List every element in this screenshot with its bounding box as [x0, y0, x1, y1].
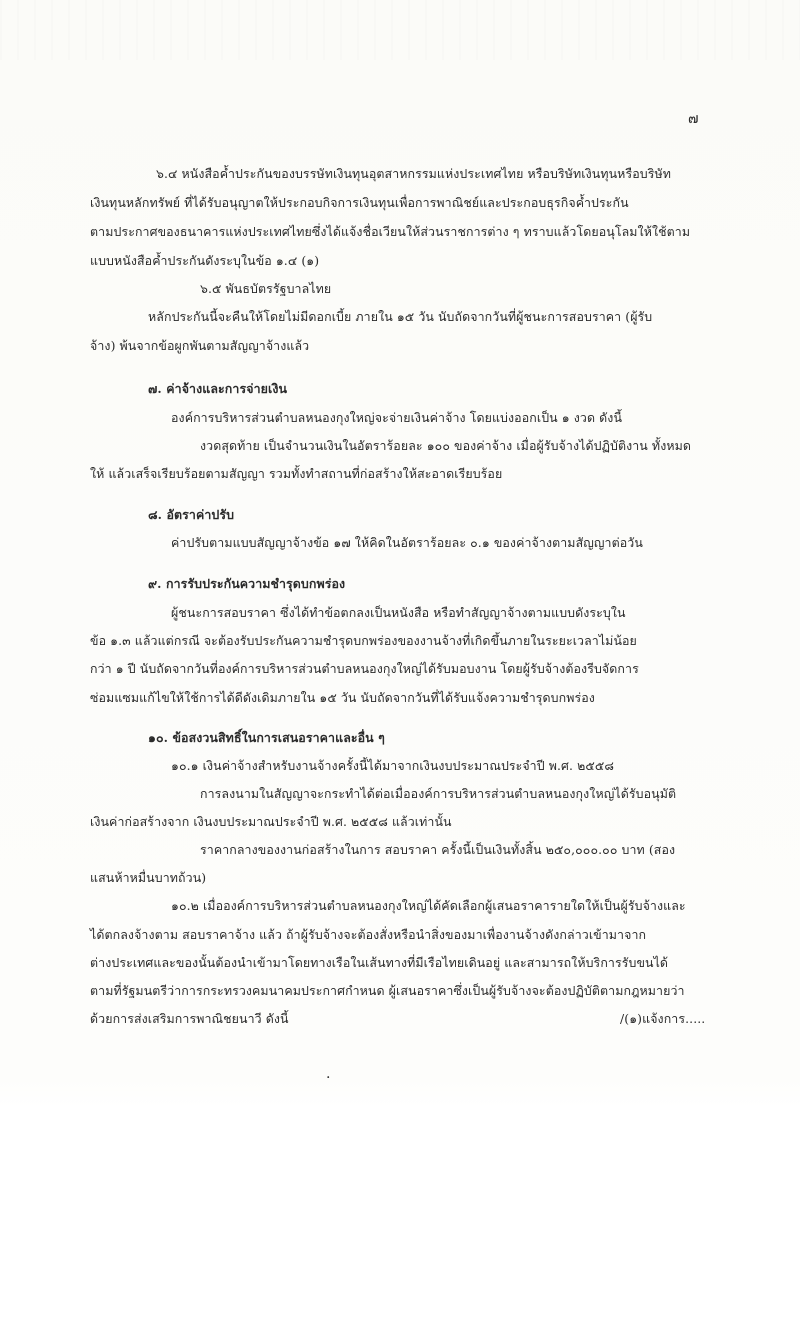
text-line: ซ่อมแซมแก้ไขให้ใช้การได้ดีดังเดิมภายใน ๑๕ วัน นับถัดจากวันที่ได้รับแจ้งความชำรุดบกพร่อง — [90, 690, 595, 705]
text-line: หลักประกันนี้จะคืนให้โดยไม่มีดอกเบี้ย ภายใน ๑๕ วัน นับถัดจากวันที่ผู้ชนะการสอบราคา (ผู้รับ — [148, 309, 653, 324]
text-line: ตามที่รัฐมนตรีว่าการกระทรวงคมนาคมประกาศกำหนด ผู้เสนอราคาซึ่งเป็นผู้รับจ้างจะต้องปฏิบัติตามกฎหมายว่า — [90, 983, 685, 998]
section-heading: ๘. อัตราค่าปรับ — [148, 507, 235, 522]
text-line: ตามประกาศของธนาคารแห่งประเทศไทยซึ่งได้แจ้งชื่อเวียนให้ส่วนราชการต่าง ๆ ทราบแล้วโดยอนุโลมให้ใช้ตาม — [90, 224, 691, 239]
text-line: ข้อ ๑.๓ แล้วแต่กรณี จะต้องรับประกันความชำรุดบกพร่องของงานจ้างที่เกิดขึ้นภายในระยะเวลาไม่น้อย — [90, 633, 637, 648]
text-line: การลงนามในสัญญาจะกระทำได้ต่อเมื่อองค์การบริหารส่วนตำบลหนองกุงใหญ่ได้รับอนุมัติ — [200, 786, 677, 801]
section-heading: ๗. ค่าจ้างและการจ่ายเงิน — [148, 381, 288, 396]
continuation-note: /(๑)แจ้งการ..... — [620, 1011, 706, 1026]
text-line: ๖.๔ หนังสือค้ำประกันของบรรษัทเงินทุนอุตสาหกรรมแห่งประเทศไทย หรือบริษัทเงินทุนหรือบริษัท — [156, 166, 672, 181]
page-number: ๗ — [688, 111, 699, 127]
text-line: เงินค่าก่อสร้างจาก เงินงบประมาณประจำปี พ.ศ. ๒๕๕๘ แล้วเท่านั้น — [90, 814, 452, 829]
text-line: องค์การบริหารส่วนตำบลหนองกุงใหญ่จะจ่ายเงินค่าจ้าง โดยแบ่งออกเป็น ๑ งวด ดังนี้ — [171, 410, 623, 425]
text-line: ราคากลางของงานก่อสร้างในการ สอบราคา ครั้งนี้เป็นเงินทั้งสิ้น ๒๕๐,๐๐๐.๐๐ บาท (สอง — [200, 842, 676, 857]
text-line: ให้ แล้วเสร็จเรียบร้อยตามสัญญา รวมทั้งทำสถานที่ก่อสร้างให้สะอาดเรียบร้อย — [90, 466, 503, 481]
text-line: งวดสุดท้าย เป็นจำนวนเงินในอัตราร้อยละ ๑๐๐ ของค่าจ้าง เมื่อผู้รับจ้างได้ปฏิบัติงาน ทั้งหมด — [200, 438, 692, 453]
text-line: เงินทุนหลักทรัพย์ ที่ได้รับอนุญาตให้ประกอบกิจการเงินทุนเพื่อการพาณิชย์และประกอบธุรกิจค้ำประกัน — [90, 195, 629, 210]
text-line: แสนห้าหมื่นบาทถ้วน) — [90, 870, 207, 885]
text-line: ๑๐.๑ เงินค่าจ้างสำหรับงานจ้างครั้งนี้ได้มาจากเงินงบประมาณประจำปี พ.ศ. ๒๕๕๘ — [171, 758, 614, 773]
text-line: ได้ตกลงจ้างตาม สอบราคาจ้าง แล้ว ถ้าผู้รับจ้างจะต้องสั่งหรือนำสิ่งของมาเพื่องานจ้างดังกล่าวเข้ามาจาก — [90, 927, 647, 942]
text-line: จ้าง) พ้นจากข้อผูกพันตามสัญญาจ้างแล้ว — [90, 338, 310, 353]
text-line: ผู้ชนะการสอบราคา ซึ่งได้ทำข้อตกลงเป็นหนังสือ หรือทำสัญญาจ้างตามแบบดังระบุใน — [171, 605, 626, 620]
section-heading: ๙. การรับประกันความชำรุดบกพร่อง — [148, 576, 346, 591]
scan-noise — [0, 0, 800, 60]
section-heading: ๑๐. ข้อสงวนสิทธิ์ในการเสนอราคาและอื่น ๆ — [148, 730, 385, 745]
stray-mark: . — [326, 1066, 331, 1082]
text-line: ค่าปรับตามแบบสัญญาจ้างข้อ ๑๗ ให้คิดในอัตราร้อยละ ๐.๑ ของค่าจ้างตามสัญญาต่อวัน — [171, 535, 643, 550]
text-line: ด้วยการส่งเสริมการพาณิชยนาวี ดังนี้ — [90, 1011, 289, 1026]
text-line: ต่างประเทศและของนั้นต้องนำเข้ามาโดยทางเรือในเส้นทางที่มีเรือไทยเดินอยู่ และสามารถให้บริการรับขนได้ — [90, 955, 669, 970]
text-line: ๖.๕ พันธบัตรรัฐบาลไทย — [200, 281, 332, 296]
text-line: ๑๐.๒ เมื่อองค์การบริหารส่วนตำบลหนองกุงใหญ่ได้คัดเลือกผู้เสนอราคารายใดให้เป็นผู้รับจ้างและ — [171, 898, 686, 913]
text-line: แบบหนังสือค้ำประกันดังระบุในข้อ ๑.๔ (๑) — [90, 253, 320, 268]
text-line: กว่า ๑ ปี นับถัดจากวันที่องค์การบริหารส่วนตำบลหนองกุงใหญ่ได้รับมอบงาน โดยผู้รับจ้างต้องรีบจัดการ — [90, 661, 639, 676]
